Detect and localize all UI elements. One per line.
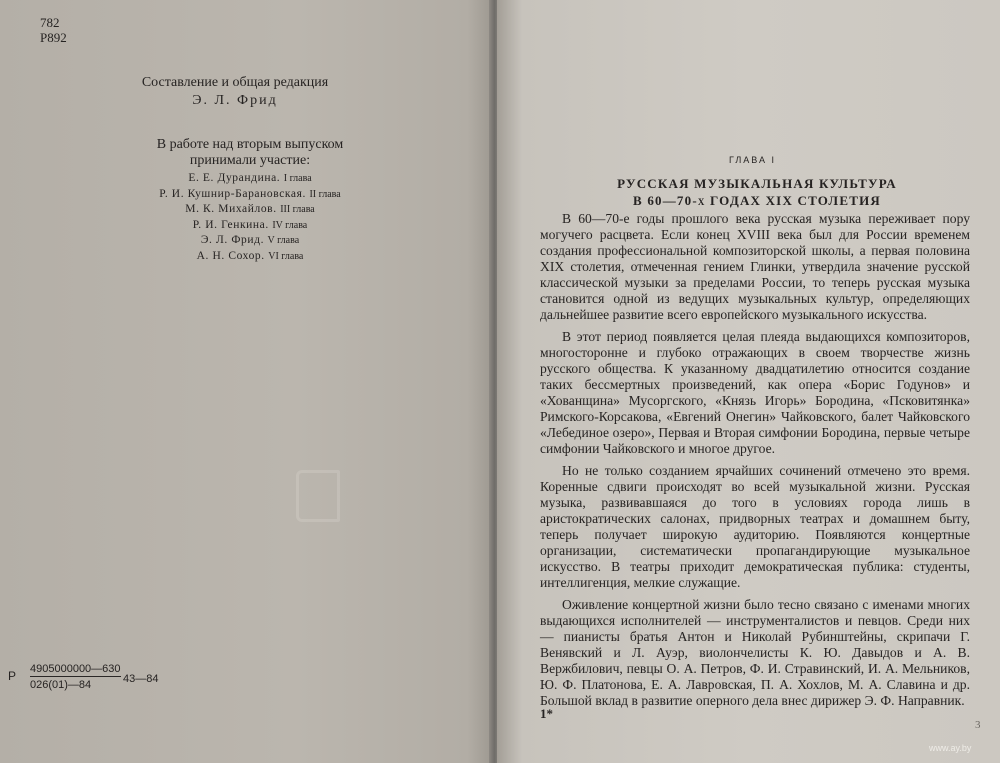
contributor-row — [120, 187, 380, 203]
paragraph: В 60—70-е годы прошлого века русская музыка переживает пору могучего расцвета. Если конец XVIII века был для России временем создания профессиональной композиторской школы, а первая половина XIX столетия, отмеченная гением Глинки, утвердила значение русской классической музыки за пределами России, то теперь русская музыка становится одной из ведущих музыкальных культур, определяющих дальнейшее развитие всего европейского музыкального искусства. — [540, 211, 970, 322]
page-number: 3 — [975, 719, 981, 731]
contributor-chapter: VI глава — [268, 250, 304, 262]
chapter-title-line-2: В 60—70-х ГОДАХ XIX СТОЛЕТИЯ — [633, 193, 881, 208]
signature-mark: 1* — [540, 706, 553, 721]
contributor-chapter: III глава — [280, 204, 315, 216]
contributor-name: М. К. Михайлов. — [185, 203, 277, 216]
imprint-tail: 43—84 — [123, 673, 159, 685]
contributors-list — [120, 171, 380, 265]
contributor-chapter: I глава — [283, 173, 312, 184]
paragraph: Оживление концертной жизни было тесно связано с именами многих выдающихся исполнителей — инструменталистов и певцов. Среди них — пианисты братья Антон и Николай Рубинштейны, скрипачи Г. Венявский и Л. Ауэр, виолончелисты К. Ю. Давыдов и А. В. Вержбилович, певцы О. А. Петров, Ф. И. Стравинский, И. А. Мельников, Ю. Ф. Платонова, Е. А. Лавровская, П. А. Хохлов, М. А. Славина и др. Большой вклад в развитие оперного дела внес дирижер Э. Ф. Направник. — [540, 597, 970, 708]
contributor-row — [120, 249, 380, 265]
contributors-block — [120, 137, 380, 265]
catalog-code: Р892 — [40, 30, 67, 45]
editor-name: Э. Л. Фрид — [192, 93, 278, 108]
contributor-chapter: IV глава — [272, 219, 308, 231]
contributor-chapter: II глава — [309, 188, 341, 200]
chapter-title-line-1: РУССКАЯ МУЗЫКАЛЬНАЯ КУЛЬТУРА — [617, 176, 897, 191]
editor-credit — [0, 74, 470, 110]
paragraph: В этот период появляется целая плеяда выдающихся композиторов, многосторонне и глубоко отражающих в своем творчестве жизнь русского общества. К указанному двадцатилетию относится создание таких бессмертных произведений, как опера «Борис Годунов» и «Хованщина» Мусоргского, «Князь Игорь» Бородина, «Псковитянка» Римского-Корсакова, «Евгений Онегин» Чайковского, балет Чайковского «Лебединое озеро», Первая и Вторая симфонии Бородина, первые четыре симфонии Чайковского и многое другое. — [540, 329, 970, 456]
right-page — [497, 0, 1000, 763]
contributors-heading-line-2: принимали участие: — [189, 153, 311, 168]
contributor-chapter: V глава — [267, 235, 300, 247]
show-through-mark — [296, 470, 340, 522]
paragraph: Но не только созданием ярчайших сочинений отмечено это время. Коренные сдвиги происходят во всей музыкальной жизни. Русская музыка, развивавшаяся до того в условиях города лишь в аристократических салонах, придворных театрах и домашнем быту, теперь получает широкую аудиторию. Появляются концертные организации, систематически пропагандирующие музыкальное искусство. В театры приходит демократическая публика: студенты, интеллигенция, мелкие служащие. — [540, 463, 970, 590]
contributor-row — [120, 218, 380, 234]
contributor-name: Э. Л. Фрид. — [200, 234, 265, 247]
catalog-number: 782 — [40, 15, 60, 30]
contributor-name: А. Н. Сохор. — [196, 249, 265, 262]
contributor-name: Р. И. Генкина. — [192, 218, 269, 231]
contributor-name: Р. И. Кушнир-Барановская. — [159, 187, 306, 200]
contributors-heading-line-1: В работе над вторым выпуском — [156, 137, 344, 152]
imprint-letter: Р — [8, 669, 17, 683]
left-page — [0, 0, 492, 763]
chapter-body — [540, 211, 970, 715]
editor-role: Составление и общая редакция — [141, 75, 329, 90]
contributor-row — [120, 171, 380, 187]
imprint-denominator: 026(01)—84 — [30, 679, 92, 691]
contributor-name: Е. Е. Дурандина. — [188, 172, 281, 184]
contributor-row — [120, 202, 380, 218]
contributor-row — [120, 233, 380, 249]
imprint-numerator: 4905000000—630 — [30, 663, 121, 675]
watermark: www.ay.by — [929, 743, 972, 753]
chapter-title — [607, 175, 907, 209]
chapter-label: ГЛАВА I — [729, 155, 776, 165]
